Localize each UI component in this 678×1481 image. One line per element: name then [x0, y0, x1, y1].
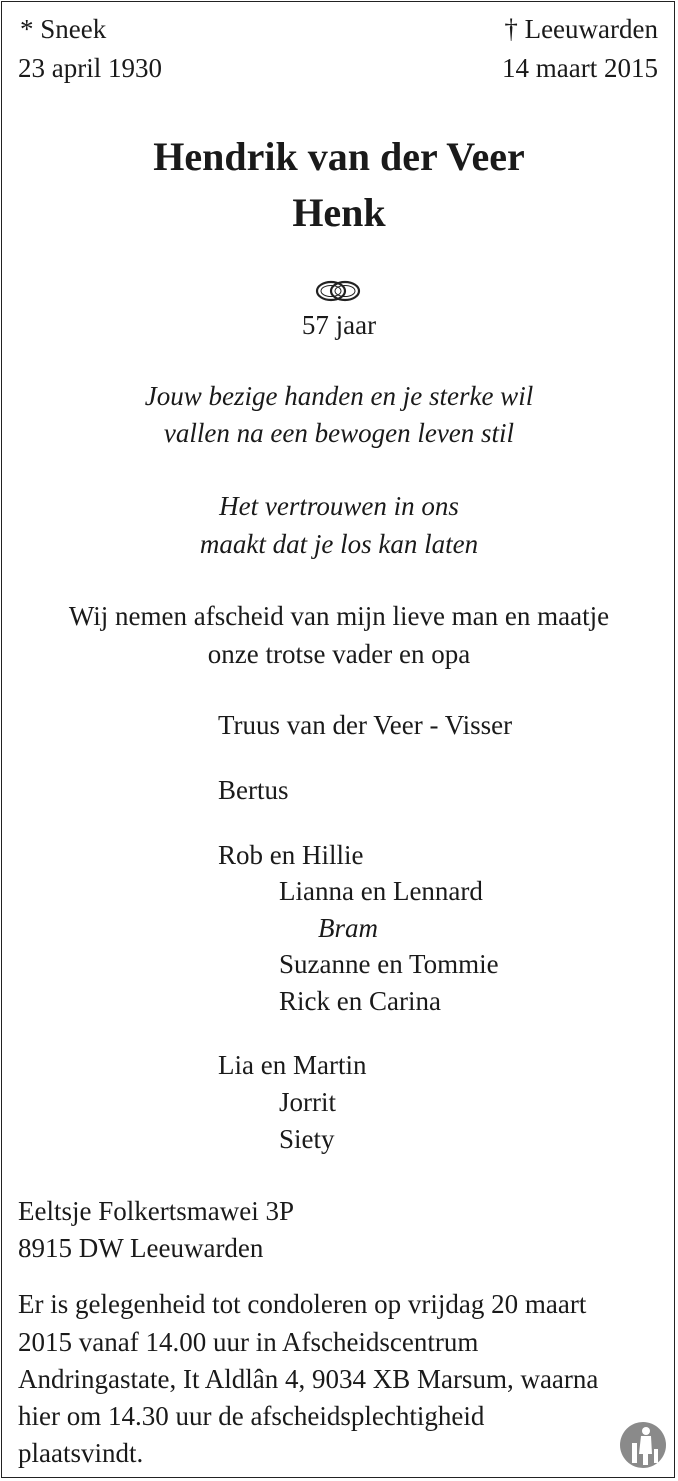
- farewell-line: Wij nemen afscheid van mijn lieve man en maatje: [68, 601, 610, 631]
- grandchild-name: Rick en Carina: [279, 986, 441, 1016]
- birth-date: 23 april 1930: [18, 53, 162, 83]
- grandchild-name: Suzanne en Tommie: [279, 949, 499, 979]
- poem-line: Het vertrouwen in ons: [219, 491, 459, 521]
- poem-line: maakt dat je los kan laten: [199, 529, 479, 559]
- condolence-line: 2015 vanaf 14.00 uur in Afscheidscentrum: [18, 1327, 479, 1357]
- address-street: Eeltsje Folkertsmawei 3P: [18, 1196, 294, 1226]
- grandchild-name: Jorrit: [279, 1087, 336, 1117]
- great-grandchild-name: Bram: [318, 913, 378, 943]
- farewell-line: onze trotse vader en opa: [207, 639, 471, 669]
- grandchild-name: Lianna en Lennard: [279, 876, 483, 906]
- spouse-name: Truus van der Veer - Visser: [218, 710, 513, 740]
- wedding-rings-icon: [313, 278, 363, 304]
- poem-line: Jouw bezige handen en je sterke wil: [144, 381, 534, 411]
- child-name: Bertus: [218, 775, 289, 805]
- condolence-line: hier om 14.30 uur de afscheidsplechtigheid: [18, 1401, 485, 1431]
- poem-line: vallen na een bewogen leven stil: [163, 418, 515, 448]
- deceased-nickname: Henk: [292, 190, 386, 235]
- deceased-name: Hendrik van der Veer: [153, 134, 525, 179]
- condolence-line: plaatsvindt.: [18, 1438, 144, 1468]
- death-date: 14 maart 2015: [502, 53, 658, 83]
- birth-place: * Sneek: [20, 14, 107, 44]
- grandchild-name: Siety: [279, 1124, 335, 1154]
- child-name: Lia en Martin: [218, 1050, 367, 1080]
- address-city: 8915 DW Leeuwarden: [18, 1233, 264, 1263]
- death-place: † Leeuwarden: [504, 14, 658, 44]
- condolence-line: Er is gelegenheid tot condoleren op vrijdag 20 maart: [18, 1289, 587, 1319]
- child-name: Rob en Hillie: [218, 840, 364, 870]
- condolence-line: Andringastate, It Aldlân 4, 9034 XB Marsum, waarna: [18, 1364, 599, 1394]
- memorial-figure-logo-icon: [619, 1421, 667, 1469]
- marriage-years: 57 jaar: [301, 310, 377, 340]
